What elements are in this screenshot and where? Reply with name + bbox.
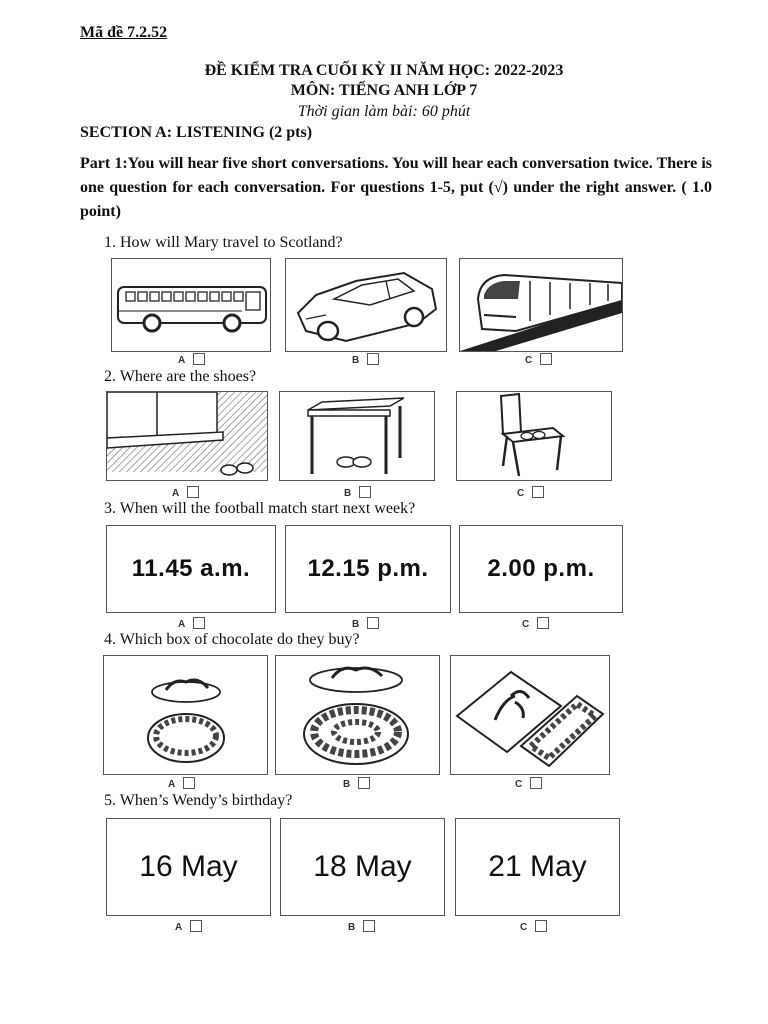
time-option-a bbox=[106, 525, 276, 613]
round-box-large bbox=[276, 656, 439, 774]
q2-option-a[interactable]: A bbox=[172, 486, 199, 499]
table-image bbox=[279, 391, 435, 481]
window-image bbox=[106, 391, 268, 481]
q4-option-a[interactable]: A bbox=[168, 777, 195, 790]
time-label: 12.15 p.m. bbox=[307, 555, 429, 582]
q5-option-c[interactable]: C bbox=[520, 920, 547, 933]
question-1: 1. How will Mary travel to Scotland? bbox=[104, 234, 343, 251]
date-option-b bbox=[280, 818, 445, 916]
q5-option-a[interactable]: A bbox=[175, 920, 202, 933]
section-heading: SECTION A: LISTENING (2 pts) bbox=[80, 124, 313, 141]
question-2: 2. Where are the shoes? bbox=[104, 368, 257, 385]
q1-option-c[interactable]: C bbox=[525, 353, 552, 366]
question-4: 4. Which box of chocolate do they buy? bbox=[104, 631, 360, 648]
car-image bbox=[285, 258, 447, 352]
train-image bbox=[459, 258, 623, 352]
q5-option-b[interactable]: B bbox=[348, 920, 375, 933]
time-label: 11.45 a.m. bbox=[131, 555, 251, 582]
checkbox[interactable] bbox=[532, 486, 544, 498]
q3-option-c[interactable]: C bbox=[522, 617, 549, 630]
q1-option-b[interactable]: B bbox=[352, 353, 379, 366]
chocolate-box-b bbox=[275, 655, 440, 775]
q3-option-b[interactable]: B bbox=[352, 617, 379, 630]
checkbox[interactable] bbox=[367, 353, 379, 365]
part-instructions: Part 1:You will hear five short conversations. You will hear each conversation twice. There is one question for each conversation. For questions 1-5, put (√) under the right answer. ( 1.0 point) bbox=[80, 155, 712, 220]
exam-title: ĐỀ KIỂM TRA CUỐI KỲ II NĂM HỌC: 2022-2023 bbox=[204, 62, 564, 79]
train-icon bbox=[460, 259, 622, 351]
car-icon bbox=[286, 259, 446, 351]
q2-option-b[interactable]: B bbox=[344, 486, 371, 499]
checkbox[interactable] bbox=[359, 486, 371, 498]
q3-option-a[interactable]: A bbox=[178, 617, 205, 630]
table-shoes bbox=[280, 392, 434, 480]
q1-option-a[interactable]: A bbox=[178, 353, 205, 366]
checkbox[interactable] bbox=[530, 777, 542, 789]
exam-code: Mã đề 7.2.52 bbox=[80, 24, 168, 41]
checkbox[interactable] bbox=[193, 353, 205, 365]
checkbox[interactable] bbox=[367, 617, 379, 629]
chair-image bbox=[456, 391, 612, 481]
date-option-a bbox=[106, 818, 271, 916]
checkbox[interactable] bbox=[363, 920, 375, 932]
q4-option-b[interactable]: B bbox=[343, 777, 370, 790]
time-label: 2.00 p.m. bbox=[487, 555, 595, 582]
checkbox[interactable] bbox=[190, 920, 202, 932]
window-shoes bbox=[107, 392, 267, 480]
q2-option-c[interactable]: C bbox=[517, 486, 544, 499]
checkbox[interactable] bbox=[187, 486, 199, 498]
chair-shoes bbox=[457, 392, 611, 480]
checkbox[interactable] bbox=[537, 617, 549, 629]
subject-title: MÔN: TIẾNG ANH LỚP 7 bbox=[290, 82, 478, 99]
checkbox[interactable] bbox=[183, 777, 195, 789]
chocolate-box-c bbox=[450, 655, 610, 775]
square-box bbox=[451, 656, 609, 774]
time-allowed: Thời gian làm bài: 60 phút bbox=[297, 103, 471, 120]
question-3: 3. When will the football match start next week? bbox=[104, 500, 416, 517]
bus-image bbox=[111, 258, 271, 352]
date-label: 21 May bbox=[488, 850, 587, 883]
checkbox[interactable] bbox=[358, 777, 370, 789]
round-box-small bbox=[104, 656, 267, 774]
checkbox[interactable] bbox=[535, 920, 547, 932]
time-option-c bbox=[459, 525, 623, 613]
chocolate-box-a bbox=[103, 655, 268, 775]
bus-icon bbox=[112, 259, 270, 351]
time-option-b bbox=[285, 525, 451, 613]
question-5: 5. When’s Wendy’s birthday? bbox=[104, 792, 293, 809]
checkbox[interactable] bbox=[540, 353, 552, 365]
date-option-c bbox=[455, 818, 620, 916]
date-label: 18 May bbox=[313, 850, 412, 883]
checkbox[interactable] bbox=[193, 617, 205, 629]
date-label: 16 May bbox=[139, 850, 238, 883]
q4-option-c[interactable]: C bbox=[515, 777, 542, 790]
